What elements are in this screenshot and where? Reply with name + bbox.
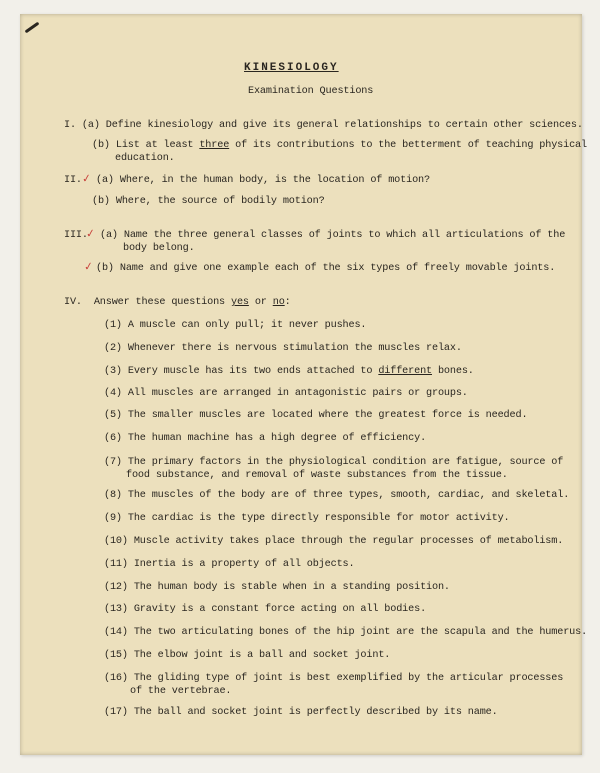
answer-no: no [272, 297, 285, 308]
section-4-intro-colon: : [284, 297, 291, 308]
statement-16: (16) The gliding type of joint is best exemplified by the articular processes [104, 673, 564, 684]
statement-7: (7) The primary factors in the physiological condition are fatigue, source of [104, 457, 564, 468]
statement-5: (5) The smaller muscles are located where the greatest force is needed. [104, 410, 528, 421]
document-subtitle: Examination Questions [248, 86, 374, 97]
question-3b: (b) Name and give one example each of the six types of freely movable joints. [96, 263, 556, 274]
question-1b-underlined: three [199, 140, 230, 151]
question-1b-text-end: of its contributions to the betterment of teaching physical [229, 140, 587, 151]
statement-13: (13) Gravity is a constant force acting on all bodies. [104, 604, 427, 615]
statement-17: (17) The ball and socket joint is perfectly described by its name. [104, 707, 498, 718]
statement-15: (15) The elbow joint is a ball and socket joint. [104, 650, 391, 661]
question-1b-continued: education. [115, 153, 175, 164]
check-mark-icon: ✓ [83, 259, 94, 274]
section-3-number: III. [64, 230, 88, 241]
document-page [20, 14, 588, 755]
corner-ink-mark [25, 22, 40, 34]
section-4-intro-or: or [248, 297, 273, 308]
statement-3-underlined: different [378, 366, 432, 377]
statement-3-text-end: bones. [432, 366, 474, 377]
section-2-number: II. [64, 175, 82, 186]
question-1a: I. (a) Define kinesiology and give its general relationships to certain other sciences. [64, 120, 583, 131]
statement-12: (12) The human body is stable when in a standing position. [104, 582, 450, 593]
check-mark-icon: ✓ [81, 171, 92, 186]
statement-3-text: (3) Every muscle has its two ends attached to [104, 366, 379, 377]
section-4-intro [64, 297, 291, 308]
statement-3 [104, 366, 474, 377]
statement-6: (6) The human machine has a high degree of efficiency. [104, 433, 427, 444]
statement-7-continued: food substance, and removal of waste substances from the tissue. [126, 470, 508, 481]
statement-2: (2) Whenever there is nervous stimulation the muscles relax. [104, 343, 462, 354]
question-3a-continued: body belong. [123, 243, 195, 254]
answer-yes: yes [230, 297, 249, 308]
question-1b-text: (b) List at least [92, 140, 200, 151]
statement-16-continued: of the vertebrae. [130, 686, 232, 697]
statement-14: (14) The two articulating bones of the hip joint are the scapula and the humerus. [104, 627, 588, 638]
document-title: KINESIOLOGY [244, 62, 339, 74]
statement-10: (10) Muscle activity takes place through the regular processes of metabolism. [104, 536, 564, 547]
section-4-intro-text: IV. Answer these questions [64, 297, 231, 308]
question-2b: (b) Where, the source of bodily motion? [92, 196, 325, 207]
check-mark-icon: ✓ [85, 226, 96, 241]
statement-4: (4) All muscles are arranged in antagonistic pairs or groups. [104, 388, 468, 399]
question-3a: (a) Name the three general classes of joints to which all articulations of the [100, 230, 566, 241]
question-2a: (a) Where, in the human body, is the location of motion? [96, 175, 430, 186]
statement-8: (8) The muscles of the body are of three types, smooth, cardiac, and skeletal. [104, 490, 570, 501]
statement-9: (9) The cardiac is the type directly responsible for motor activity. [104, 513, 510, 524]
statement-11: (11) Inertia is a property of all objects. [104, 559, 355, 570]
question-1b [92, 140, 587, 151]
statement-1: (1) A muscle can only pull; it never pushes. [104, 320, 367, 331]
